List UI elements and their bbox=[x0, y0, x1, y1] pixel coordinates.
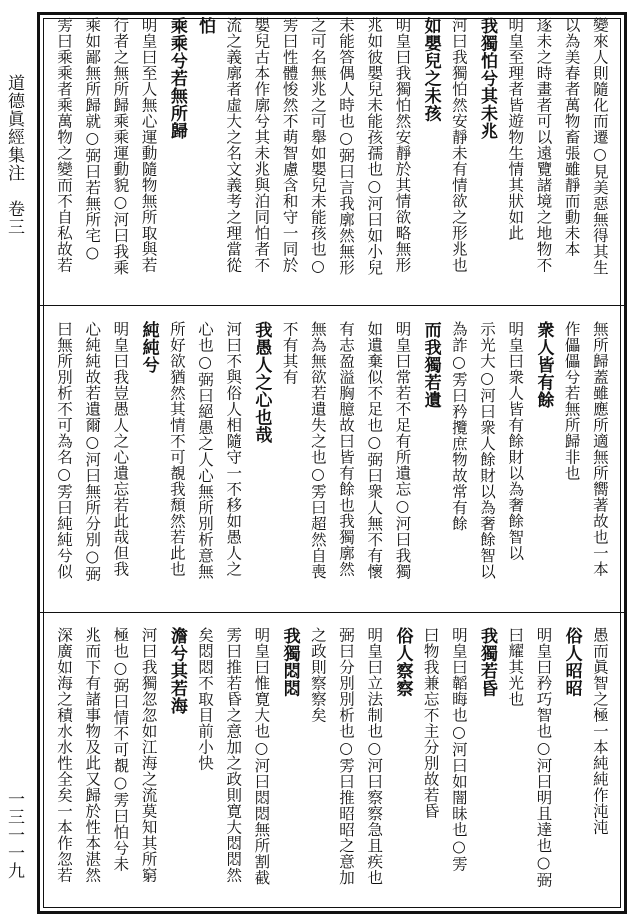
commentary-column: 雱曰乘乘者乘萬物之變而不自私故若 bbox=[55, 17, 73, 273]
panel-divider-2 bbox=[40, 612, 624, 613]
text-panel-top bbox=[52, 17, 612, 299]
commentary-column: 明皇曰常若不足有所遺忘○河曰我獨 bbox=[393, 321, 412, 580]
commentary-column: 河曰我獨怕然安靜未有情欲之形兆也 bbox=[449, 17, 468, 273]
commentary-column: 行者之無所歸乘乘運動貌○河曰我乘 bbox=[111, 17, 130, 276]
commentary-column: 之政則察察矣 bbox=[308, 627, 327, 723]
main-text-column: 我愚人之心也哉 bbox=[251, 321, 272, 444]
panel-divider-1 bbox=[40, 305, 624, 306]
commentary-column: 明皇曰惟寛大也○河曰悶悶無所割截 bbox=[252, 627, 271, 886]
main-text-column: 我獨若昏 bbox=[477, 627, 498, 697]
commentary-column: 變來人則隨化而遷○見美惡無得其生 bbox=[590, 17, 609, 276]
commentary-column: 心也○弼曰絕愚之人心無所別析意無 bbox=[196, 321, 215, 580]
text-panel-bottom bbox=[52, 627, 612, 909]
commentary-column: 未能答偶人時也○弼曰言我廓然無形 bbox=[337, 17, 356, 276]
commentary-column: 深廣如海之積水水性全矣一本作忽若 bbox=[55, 627, 73, 883]
commentary-column: 明皇曰立法制也○河曰察察急且疾也 bbox=[365, 627, 384, 886]
commentary-column: 弼曰分別別析也○雱曰推昭昭之意加 bbox=[337, 627, 356, 886]
commentary-column: 流之義廓者虛大之名文義考之理當從 bbox=[224, 17, 243, 273]
main-text-column: 怕 bbox=[195, 17, 216, 35]
commentary-column: 所好欲猶然其情不可覩我頹然若此也 bbox=[167, 321, 186, 577]
commentary-column: 示光大○河曰衆人餘財以為奢餘智以 bbox=[478, 321, 497, 580]
commentary-column: 兆而下有諸事物及此又歸於性本湛然 bbox=[83, 627, 102, 883]
commentary-column: 如遺棄似不足也○弼曰衆人無不有懷 bbox=[365, 321, 384, 580]
commentary-column: 矣悶悶不取目前小快 bbox=[196, 627, 215, 771]
main-text-column: 而我獨若遺 bbox=[420, 321, 441, 409]
commentary-column: 無為無欲若遺失之也○雱曰超然自喪 bbox=[308, 321, 327, 580]
main-text-column: 如嬰兒之未孩 bbox=[420, 17, 441, 122]
commentary-column: 曰物我兼忘不主分別故若昏 bbox=[421, 627, 440, 819]
main-text-column: 俗人察察 bbox=[392, 627, 413, 697]
commentary-column: 河曰我獨忽忽如江海之流莫知其所窮 bbox=[139, 627, 158, 883]
page-number: 一三一一九 bbox=[4, 790, 24, 880]
main-text-column: 澹兮其若海 bbox=[166, 627, 187, 715]
commentary-column: 不有其有 bbox=[280, 321, 299, 385]
commentary-column: 為詐○雱曰矜攬庶物故常有餘 bbox=[449, 321, 468, 532]
book-title: 道德眞經集注 卷三 bbox=[4, 74, 24, 236]
commentary-column: 愚而眞智之極一本純純作沌沌 bbox=[590, 627, 609, 835]
commentary-column: 極也○弼曰情不可覩○雱曰怕兮未 bbox=[111, 627, 130, 872]
main-text-column: 純純兮 bbox=[138, 321, 159, 374]
commentary-column: 明皇曰矜巧智也○河曰明且達也○弼 bbox=[534, 627, 553, 888]
commentary-column: 明皇曰我豈愚人之心遺忘若此哉但我 bbox=[111, 321, 130, 577]
commentary-column: 乘如鄙無所歸就○弼曰若無所宅○ bbox=[83, 17, 102, 262]
commentary-column: 雱曰性體悛然不萌智慮含和守一同於 bbox=[280, 17, 299, 273]
commentary-column: 明皇至理者皆遊物生情其狀如此 bbox=[506, 17, 525, 241]
main-text-column: 乘乘兮若無所歸 bbox=[166, 17, 187, 140]
commentary-column: 雱曰推若昏之意加之政則寛大悶悶然 bbox=[224, 627, 243, 883]
commentary-column: 有志盈溢胸臆故曰皆有餘也我獨廓然 bbox=[337, 321, 356, 577]
commentary-column: 逐未之時畫者可以遠覽諸境之地物不 bbox=[534, 17, 553, 273]
commentary-column: 曰耀其光也 bbox=[506, 627, 525, 707]
commentary-column: 嬰兒古本作廓兮其未兆與泊同怕者不 bbox=[252, 17, 271, 273]
commentary-column: 明皇曰衆人皆有餘財以為奢餘智以 bbox=[506, 321, 525, 561]
main-text-column: 衆人皆有餘 bbox=[533, 321, 554, 409]
commentary-column: 心純純故若遺爾○河曰無所分別○弼 bbox=[83, 321, 102, 582]
text-panel-middle bbox=[52, 321, 612, 603]
main-text-column: 我獨怕兮其未兆 bbox=[477, 17, 498, 140]
main-text-column: 俗人昭昭 bbox=[561, 627, 582, 697]
commentary-column: 河曰不與俗人相隨守一不移如愚人之 bbox=[224, 321, 243, 577]
commentary-column: 明皇曰韜晦也○河曰如闇昧也○雱 bbox=[449, 627, 468, 872]
commentary-column: 作儡儡兮若無所歸非也 bbox=[562, 321, 581, 481]
commentary-column: 曰無所別析不可為名○雱曰純純兮似 bbox=[55, 321, 73, 580]
commentary-column: 明皇曰我獨怕然安靜於其情欲略無形 bbox=[393, 17, 412, 273]
commentary-column: 兆如彼嬰兒未能孩孺也○河曰如小兒 bbox=[365, 17, 384, 276]
commentary-column: 無所歸蓋雖應所適無所嚮著故也一本 bbox=[590, 321, 609, 577]
main-text-column: 我獨悶悶 bbox=[279, 627, 300, 697]
commentary-column: 以為美春者萬物畜張雖靜而動未本 bbox=[562, 17, 581, 257]
commentary-column: 之可名無兆之可舉如嬰兒未能孩也○ bbox=[308, 17, 327, 276]
commentary-column: 明皇曰至人無心運動隨物無所取與若 bbox=[139, 17, 158, 273]
